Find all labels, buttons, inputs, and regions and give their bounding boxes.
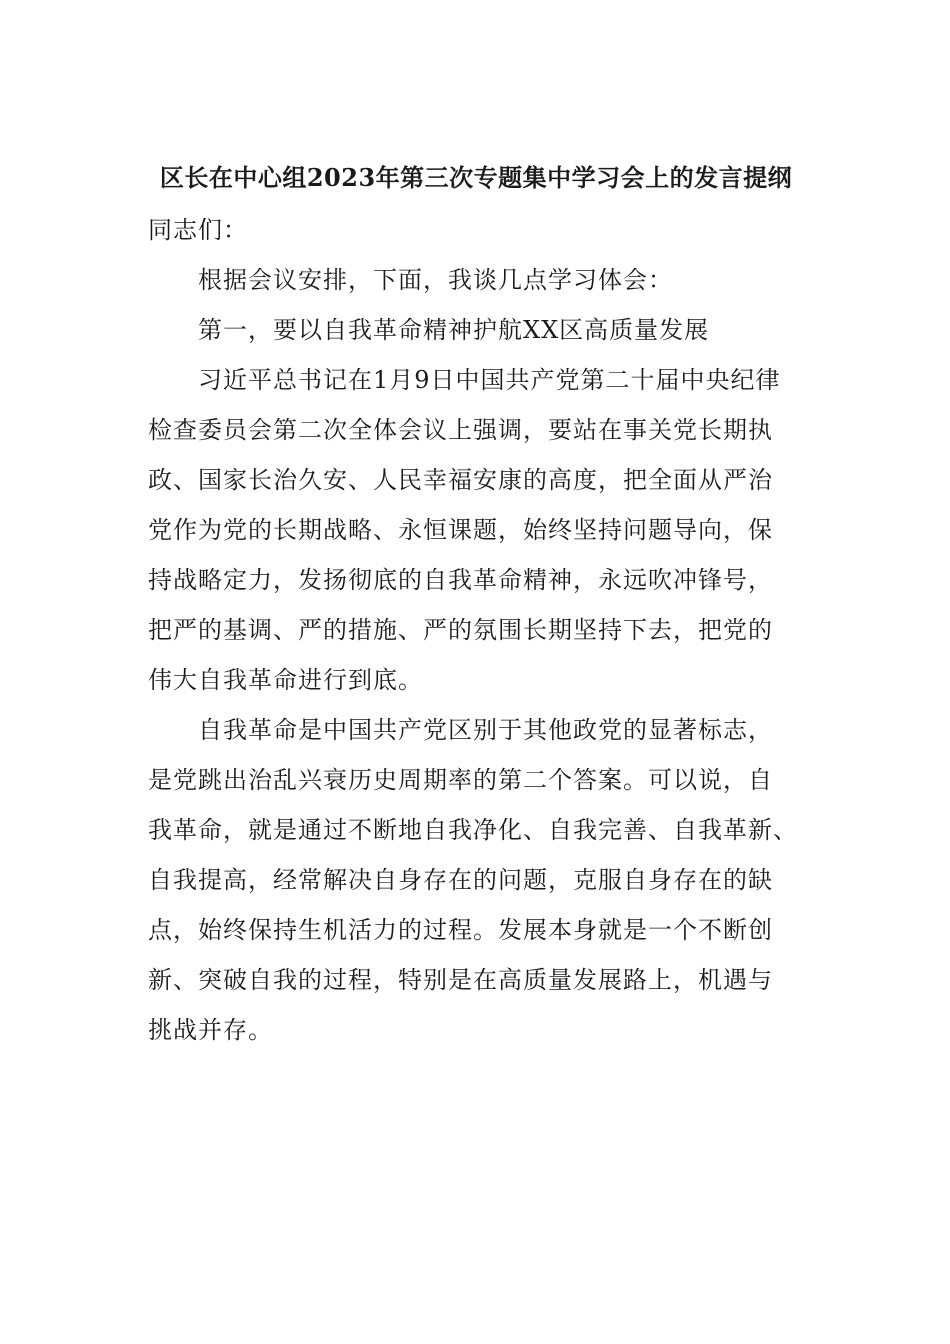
paragraph-line: 检查委员会第二次全体会议上强调，要站在事关党长期执 [148,416,773,444]
paragraph-line: 自我革命是中国共产党区别于其他政党的显著标志， [198,716,773,744]
paragraph-line: 自我提高，经常解决自身存在的问题，克服自身存在的缺 [148,866,773,894]
paragraph-line: 习近平总书记在1月9日中国共产党第二十届中央纪律 [198,366,781,394]
paragraph-line: 把严的基调、严的措施、严的氛围长期坚持下去，把党的 [148,616,773,644]
paragraph-line: 我革命，就是通过不断地自我净化、自我完善、自我革新、 [148,816,798,844]
paragraph-line: 点，始终保持生机活力的过程。发展本身就是一个不断创 [148,916,773,944]
paragraph-line: 新、突破自我的过程，特别是在高质量发展路上，机遇与 [148,966,773,994]
paragraph-line: 挑战并存。 [148,1016,273,1044]
document-title: 区长在中心组2023年第三次专题集中学习会上的发言提纲 [159,163,793,192]
paragraph-line: 持战略定力，发扬彻底的自我革命精神，永远吹冲锋号， [148,566,773,594]
line-section-heading: 第一，要以自我革命精神护航XX区高质量发展 [198,316,710,344]
paragraph-line: 政、国家长治久安、人民幸福安康的高度，把全面从严治 [148,466,773,494]
paragraph-line: 伟大自我革命进行到底。 [148,666,423,694]
paragraph-line: 党作为党的长期战略、永恒课题，始终坚持问题导向，保 [148,516,773,544]
document-body [148,205,808,1055]
paragraph-line: 是党跳出治乱兴衰历史周期率的第二个答案。可以说，自 [148,766,773,794]
line-intro: 根据会议安排，下面，我谈几点学习体会： [198,266,673,294]
line-salutation: 同志们： [148,216,248,244]
